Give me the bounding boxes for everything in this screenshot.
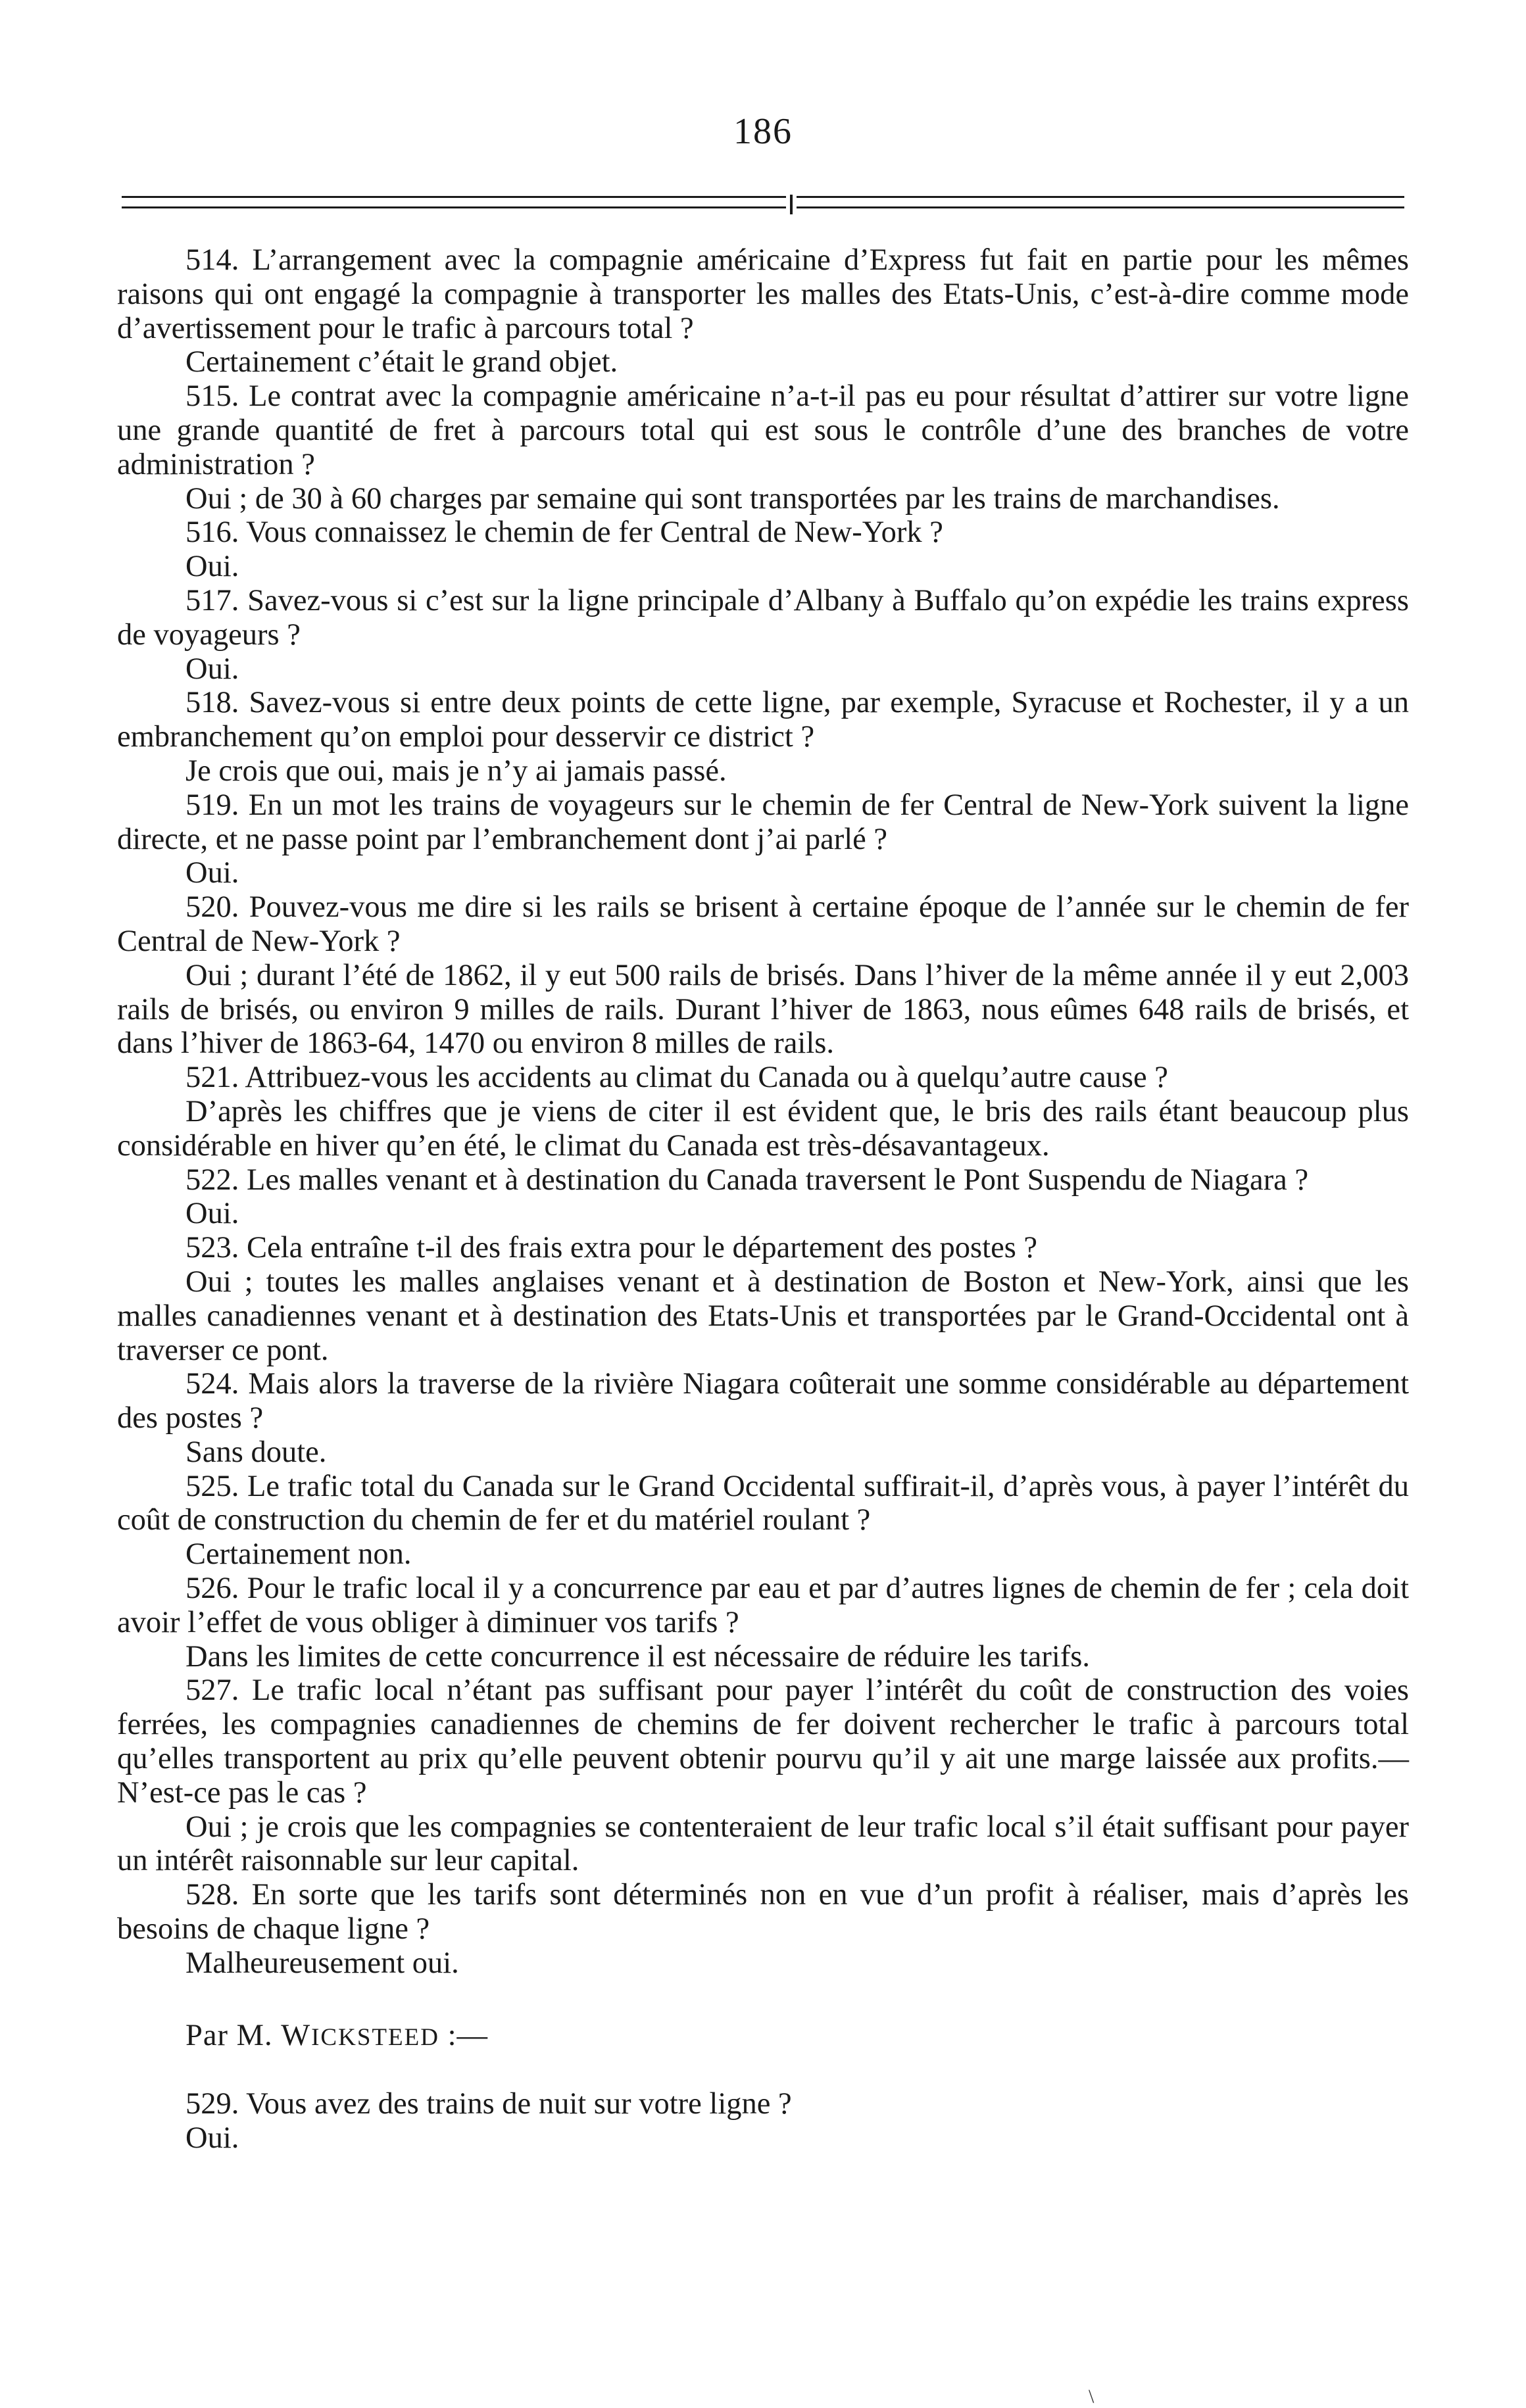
question-paragraph: 525. Le trafic total du Canada sur le Grand Occidental suffirait-il, d’après vous, à payer l’intérêt du coût de construction du chemin de fer et du matériel roulant ? [117,1469,1409,1537]
question-paragraph: 521. Attribuez-vous les accidents au climat du Canada ou à quelqu’autre cause ? [185,1061,1168,1095]
answer-paragraph: Certainement non. [185,1537,412,1572]
answer-paragraph: Sans doute. [185,1435,327,1469]
question-paragraph: 524. Mais alors la traverse de la rivière Niagara coûterait une somme considérable au département des postes ? [117,1367,1409,1435]
answer-paragraph: Oui. [185,1197,239,1231]
answer-paragraph: Oui. [185,550,239,584]
answer-paragraph: Oui ; durant l’été de 1862, il y eut 500 rails de brisés. Dans l’hiver de la même année il y eut 2,003 rails de brisés, ou environ 9 milles de rails. Durant l’hiver de 1863, nous eûmes 648 rails de brisés, et dans l’hiver de 1863-64, 1470 ou environ 8 milles de rails. [117,958,1409,1061]
answer-paragraph: Oui. [185,652,239,686]
question-paragraph: 529. Vous avez des trains de nuit sur votre ligne ? [185,2087,792,2121]
question-paragraph: 517. Savez-vous si c’est sur la ligne principale d’Albany à Buffalo qu’on expédie les trains express de voyageurs ? [117,583,1409,652]
question-paragraph: 519. En un mot les trains de voyageurs sur le chemin de fer Central de New-York suivent la ligne directe, et ne passe point par l’embranchement dont j’ai parlé ? [117,788,1409,856]
testimony-paragraphs [117,243,1409,1981]
page-number: 186 [733,111,793,152]
header-double-rule [122,196,1404,216]
answer-paragraph: Oui ; je crois que les compagnies se contenteraient de leur trafic local s’il était suffisant pour payer un intérêt raisonnable sur leur capital. [117,1810,1409,1878]
speaker-prefix: Par M. [185,2018,273,2052]
answer-paragraph: Malheureusement oui. [185,1946,459,1980]
question-paragraph: 514. L’arrangement avec la compagnie américaine d’Express fut fait en partie pour les mêmes raisons qui ont engagé la compagnie à transporter les malles des Etats-Unis, c’est-à-dire comme mode d’avertissement pour le trafic à parcours total ? [117,243,1409,345]
question-paragraph: 527. Le trafic local n’étant pas suffisant pour payer l’intérêt du coût de construction des voies ferrées, les compagnies canadiennes de chemins de fer doivent rechercher le trafic à parcours total qu’elles transportent au prix qu’elle peuvent obtenir pourvu qu’il y ait une marge laissée aux profits.—N’est-ce pas le cas ? [117,1674,1409,1810]
question-paragraph: 515. Le contrat avec la compagnie américaine n’a-t-il pas eu pour résultat d’attirer sur votre ligne une grande quantité de fret à parcours total qui est sous le contrôle d’une des branches de votre administration ? [117,379,1409,481]
speaker-heading [117,1981,1409,2088]
document-body [117,243,1409,2155]
question-paragraph: 518. Savez-vous si entre deux points de cette ligne, par exemple, Syracuse et Rochester, il y a un embranchement qu’on emploi pour desservir ce district ? [117,686,1409,754]
answer-paragraph: D’après les chiffres que je viens de citer il est évident que, le bris des rails étant beaucoup plus considérable en hiver qu’en été, le climat du Canada est très-désavantageux. [117,1094,1409,1163]
question-paragraph: 516. Vous connaissez le chemin de fer Central de New-York ? [185,516,943,550]
speaker-suffix: :— [439,2018,488,2052]
answer-paragraph: Je crois que oui, mais je n’y ai jamais passé. [185,754,727,788]
header-rule-bottom [122,206,1404,208]
answer-paragraph: Oui. [185,2121,239,2155]
question-paragraph: 523. Cela entraîne t-il des frais extra pour le département des postes ? [185,1231,1038,1265]
answer-paragraph: Certainement c’était le grand objet. [185,345,618,379]
answer-paragraph: Dans les limites de cette concurrence il est nécessaire de réduire les tarifs. [185,1639,1091,1674]
answer-paragraph: Oui ; toutes les malles anglaises venant et à destination de Boston et New-York, ainsi que les malles canadiennes venant et à destination des Etats-Unis et transportées par le Grand-Occidental ont à traverser ce pont. [117,1264,1409,1367]
answer-paragraph: Oui. [185,856,239,890]
answer-paragraph: Oui ; de 30 à 60 charges par semaine qui sont transportées par les trains de marchandises. [185,481,1280,516]
question-paragraph: 522. Les malles venant et à destination du Canada traversent le Pont Suspendu de Niagara ? [185,1163,1309,1197]
question-paragraph: 520. Pouvez-vous me dire si les rails se brisent à certaine époque de l’année sur le chemin de fer Central de New-York ? [117,890,1409,958]
header-rule-divider [790,195,793,214]
header-rule-top [122,196,1404,198]
testimony-paragraphs-after-speaker [117,2087,1409,2155]
stray-print-mark: \ [1089,2386,1095,2407]
speaker-name: WICKSTEED [281,2018,439,2052]
question-paragraph: 528. En sorte que les tarifs sont déterminés non en vue d’un profit à réaliser, mais d’après les besoins de chaque ligne ? [117,1878,1409,1946]
question-paragraph: 526. Pour le trafic local il y a concurrence par eau et par d’autres lignes de chemin de fer ; cela doit avoir l’effet de vous obliger à diminuer vos tarifs ? [117,1572,1409,1639]
